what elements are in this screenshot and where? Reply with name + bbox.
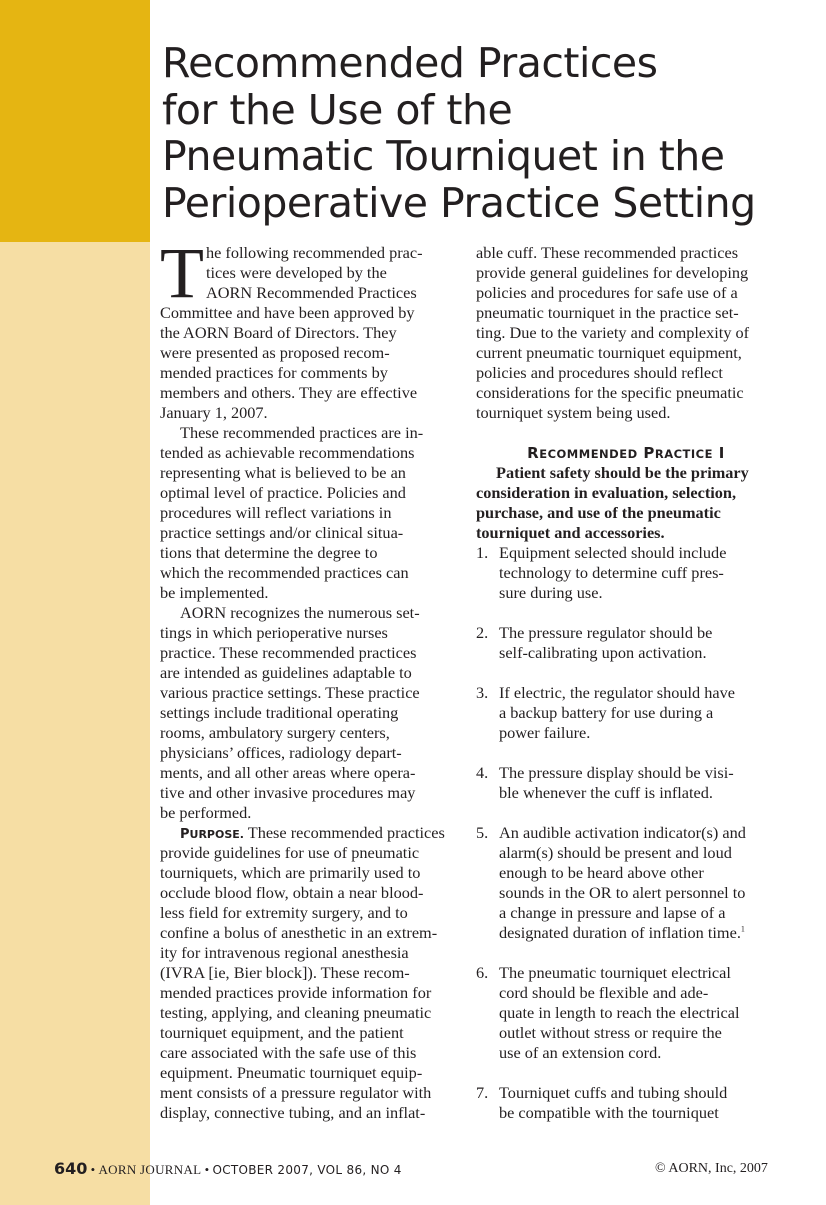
intro-paragraph	[160, 233, 456, 423]
purpose-label-rest: URPOSE.	[189, 828, 244, 841]
list-item	[476, 1083, 776, 1123]
text-line: tourniquet system being used.	[476, 403, 671, 422]
text-line: optimal level of practice. Policies and	[160, 483, 406, 502]
text-line: practice settings and/or clinical situa-	[160, 523, 404, 542]
text-line: be performed.	[160, 803, 252, 822]
text-line: ting. Due to the variety and complexity of	[476, 323, 750, 342]
heading-smallcaps: ECOMMENDED	[539, 447, 638, 461]
paragraph	[160, 423, 456, 603]
list-item	[476, 543, 776, 603]
text-line: tourniquet and accessories.	[476, 523, 665, 542]
text-line: The pneumatic tourniquet electrical	[499, 963, 731, 982]
footnote-ref: 1	[740, 924, 745, 934]
text-line: tive and other invasive procedures may	[160, 783, 416, 802]
item-number: 4.	[476, 763, 489, 782]
text-line: use of an extension cord.	[499, 1043, 662, 1062]
text-line: rooms, ambulatory surgery centers,	[160, 723, 390, 742]
text-line: tices were developed by the	[206, 263, 387, 282]
text-line: purchase, and use of the pneumatic	[476, 503, 721, 522]
right-column	[476, 243, 776, 1143]
text-line: care associated with the safe use of this	[160, 1043, 417, 1062]
purpose-label-initial: P	[180, 827, 190, 842]
item-number: 6.	[476, 963, 489, 982]
numbered-list	[476, 543, 776, 1123]
title-line: Perioperative Practice Setting	[162, 178, 756, 227]
purpose-label	[180, 828, 244, 841]
list-item	[476, 763, 776, 803]
text-line: ble whenever the cuff is inflated.	[499, 783, 713, 802]
text-line: current pneumatic tourniquet equipment,	[476, 343, 742, 362]
list-item	[476, 963, 776, 1063]
text-line: equipment. Pneumatic tourniquet equip-	[160, 1063, 423, 1082]
text-line: The pressure display should be visi-	[499, 763, 734, 782]
text-line: settings include traditional operating	[160, 703, 399, 722]
text-line: AORN Recommended Practices	[206, 283, 417, 302]
text-span: These recommended practices	[243, 823, 445, 842]
text-line: procedures will reflect variations in	[160, 503, 392, 522]
text-line: January 1, 2007.	[160, 403, 268, 422]
text-line: tings in which perioperative nurses	[160, 623, 388, 642]
text-line	[499, 923, 776, 943]
text-line: ment consists of a pressure regulator with	[160, 1083, 432, 1102]
list-item	[476, 683, 776, 743]
text-line: If electric, the regulator should have	[499, 683, 735, 702]
text-line: be compatible with the tourniquet	[499, 1103, 719, 1122]
text-line	[160, 823, 456, 843]
issue-info: OCTOBER 2007, VOL 86, NO 4	[212, 1163, 402, 1177]
text-line: AORN recognizes the numerous set-	[180, 603, 420, 622]
text-line: practice. These recommended practices	[160, 643, 417, 662]
text-line: These recommended practices are in-	[180, 423, 424, 442]
text-line: he following recommended prac-	[206, 243, 423, 262]
accent-bar-light	[0, 242, 150, 1205]
text-line: Committee and have been approved by	[160, 303, 415, 322]
practice-statement	[476, 463, 776, 543]
drop-cap: T	[160, 233, 204, 313]
text-line: provide guidelines for use of pneumatic	[160, 843, 420, 862]
text-line: tions that determine the degree to	[160, 543, 378, 562]
text-line: ments, and all other areas where opera-	[160, 763, 416, 782]
text-line: tended as achievable recommendations	[160, 443, 415, 462]
text-line: representing what is believed to be an	[160, 463, 406, 482]
text-line: pneumatic tourniquet in the practice set-	[476, 303, 739, 322]
text-line: (IVRA [ie, Bier block]). These recom-	[160, 963, 410, 982]
purpose-paragraph	[160, 823, 456, 1123]
text-line: self-calibrating upon activation.	[499, 643, 707, 662]
text-line: be implemented.	[160, 583, 269, 602]
text-line: less field for extremity surgery, and to	[160, 903, 408, 922]
text-line: tourniquets, which are primarily used to	[160, 863, 421, 882]
page-title	[162, 40, 812, 226]
text-line: mended practices for comments by	[160, 363, 388, 382]
text-line: the AORN Board of Directors. They	[160, 323, 397, 342]
text-line: cord should be flexible and ade-	[499, 983, 709, 1002]
paragraph	[160, 603, 456, 823]
text-line: are intended as guidelines adaptable to	[160, 663, 412, 682]
text-line: were presented as proposed recom-	[160, 343, 390, 362]
footer-bullet: •	[204, 1162, 210, 1177]
text-line: quate in length to reach the electrical	[499, 1003, 740, 1022]
text-line: mended practices provide information for	[160, 983, 432, 1002]
text-line: a backup battery for use during a	[499, 703, 714, 722]
text-line: considerations for the specific pneumatic	[476, 383, 744, 402]
text-line: a change in pressure and lapse of a	[499, 903, 726, 922]
heading-initial: P	[643, 444, 655, 462]
text-line: testing, applying, and cleaning pneumatic	[160, 1003, 432, 1022]
text-line: enough to be heard above other	[499, 863, 704, 882]
text-line: Tourniquet cuffs and tubing should	[499, 1083, 728, 1102]
text-line: sure during use.	[499, 583, 603, 602]
heading-numeral: I	[718, 444, 725, 462]
text-line: members and others. They are effective	[160, 383, 418, 402]
item-number: 5.	[476, 823, 489, 842]
text-line: The pressure regulator should be	[499, 623, 713, 642]
list-item	[476, 623, 776, 663]
text-line: policies and procedures should reflect	[476, 363, 723, 382]
text-span: designated duration of inflation time.	[499, 923, 741, 942]
journal-name: AORN JOURNAL	[98, 1162, 202, 1177]
title-line: for the Use of the	[162, 85, 513, 134]
title-line: Pneumatic Tourniquet in the	[162, 132, 725, 180]
text-line: consideration in evaluation, selection,	[476, 483, 737, 502]
text-line: Equipment selected should include	[499, 543, 727, 562]
item-number: 3.	[476, 683, 489, 702]
text-line: An audible activation indicator(s) and	[499, 823, 746, 842]
text-line: Patient safety should be the primary	[496, 463, 749, 482]
accent-bar-dark	[0, 0, 150, 242]
list-item	[476, 823, 776, 943]
text-line: occlude blood flow, obtain a near blood-	[160, 883, 424, 902]
item-number: 2.	[476, 623, 489, 642]
text-line: technology to determine cuff pres-	[499, 563, 724, 582]
text-line: display, connective tubing, and an inflat-	[160, 1103, 426, 1122]
page-footer	[54, 1159, 402, 1178]
text-line: which the recommended practices can	[160, 563, 409, 582]
text-line: confine a bolus of anesthetic in an extrem-	[160, 923, 438, 942]
text-line: outlet without stress or require the	[499, 1023, 722, 1042]
section-heading	[476, 443, 776, 463]
copyright: © AORN, Inc, 2007	[655, 1161, 768, 1176]
text-line: tourniquet equipment, and the patient	[160, 1023, 404, 1042]
text-line: ity for intravenous regional anesthesia	[160, 943, 409, 962]
text-line: physicians’ offices, radiology depart-	[160, 743, 402, 762]
item-number: 1.	[476, 543, 489, 562]
heading-smallcaps: RACTICE	[654, 447, 713, 461]
paragraph	[476, 243, 776, 423]
page-number: 640	[54, 1159, 88, 1178]
text-line: alarm(s) should be present and loud	[499, 843, 732, 862]
footer-bullet: •	[90, 1162, 96, 1177]
text-line: sounds in the OR to alert personnel to	[499, 883, 746, 902]
text-line: provide general guidelines for developing	[476, 263, 749, 282]
title-line: Recommended Practices	[162, 39, 658, 87]
heading-initial: R	[527, 444, 540, 462]
text-line: various practice settings. These practice	[160, 683, 420, 702]
item-number: 7.	[476, 1083, 489, 1102]
text-line: able cuff. These recommended practices	[476, 243, 739, 262]
text-line: policies and procedures for safe use of a	[476, 283, 738, 302]
text-line: power failure.	[499, 723, 591, 742]
left-column	[160, 233, 456, 1123]
